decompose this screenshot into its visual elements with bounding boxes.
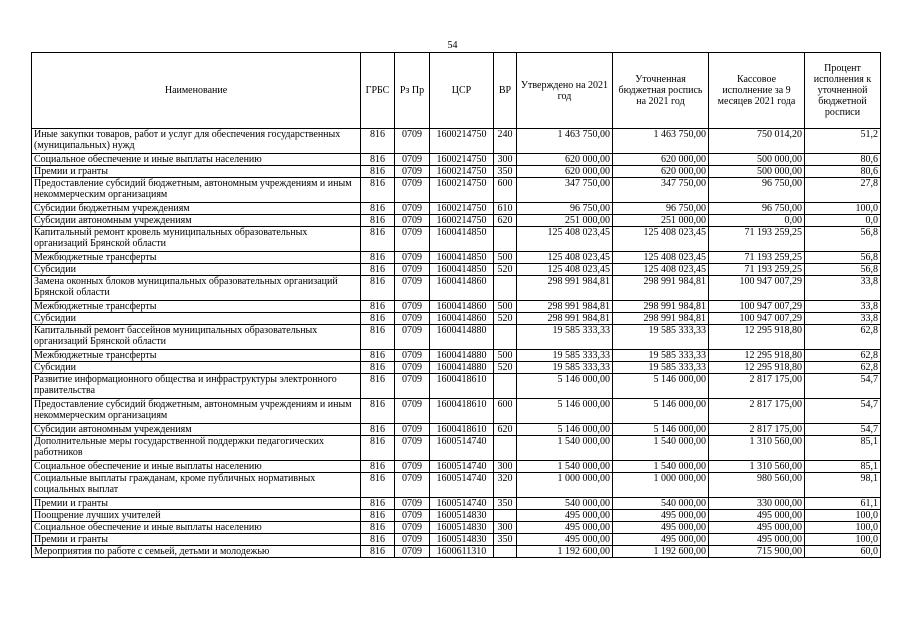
cell-name: Капитальный ремонт бассейнов муниципальных образовательных организаций Брянской области (32, 325, 361, 350)
cell-grbs: 816 (361, 325, 395, 350)
cell-grbs: 816 (361, 362, 395, 374)
cell-percent: 98,1 (805, 473, 881, 498)
cell-refined: 96 750,00 (613, 203, 709, 215)
cell-name: Социальное обеспечение и иные выплаты населению (32, 522, 361, 534)
cell-vr: 300 (494, 461, 517, 473)
cell-refined: 5 146 000,00 (613, 399, 709, 424)
cell-name: Субсидии (32, 313, 361, 325)
cell-percent: 51,2 (805, 129, 881, 154)
cell-csr: 1600414860 (430, 276, 494, 301)
cell-csr: 1600414880 (430, 362, 494, 374)
cell-refined: 1 463 750,00 (613, 129, 709, 154)
cell-percent: 80,6 (805, 154, 881, 166)
table-row (32, 313, 881, 325)
cell-grbs: 816 (361, 215, 395, 227)
cell-name: Предоставление субсидий бюджетным, автономным учреждениям и иным некоммерческим организациям (32, 178, 361, 203)
cell-approved: 19 585 333,33 (517, 325, 613, 350)
cell-refined: 540 000,00 (613, 498, 709, 510)
table-row (32, 510, 881, 522)
cell-grbs: 816 (361, 522, 395, 534)
table-row (32, 264, 881, 276)
cell-grbs: 816 (361, 498, 395, 510)
cell-approved: 5 146 000,00 (517, 424, 613, 436)
cell-percent: 85,1 (805, 436, 881, 461)
cell-name: Социальные выплаты гражданам, кроме публичных нормативных социальных выплат (32, 473, 361, 498)
cell-rzpr: 0709 (395, 264, 430, 276)
cell-csr: 1600214750 (430, 166, 494, 178)
cell-percent: 54,7 (805, 424, 881, 436)
cell-approved: 1 000 000,00 (517, 473, 613, 498)
table-row (32, 166, 881, 178)
cell-refined: 19 585 333,33 (613, 362, 709, 374)
cell-csr: 1600414850 (430, 252, 494, 264)
cell-rzpr: 0709 (395, 461, 430, 473)
cell-refined: 125 408 023,45 (613, 252, 709, 264)
cell-approved: 495 000,00 (517, 510, 613, 522)
table-row (32, 424, 881, 436)
cell-cash: 100 947 007,29 (709, 313, 805, 325)
header-approved: Утверждено на 2021 год (517, 53, 613, 129)
table-header (32, 53, 881, 129)
cell-csr: 1600414850 (430, 264, 494, 276)
cell-cash: 12 295 918,80 (709, 350, 805, 362)
cell-rzpr: 0709 (395, 215, 430, 227)
cell-vr: 610 (494, 203, 517, 215)
cell-percent: 60,0 (805, 546, 881, 558)
table-row (32, 461, 881, 473)
cell-cash: 2 817 175,00 (709, 424, 805, 436)
cell-approved: 540 000,00 (517, 498, 613, 510)
cell-percent: 0,0 (805, 215, 881, 227)
cell-vr: 520 (494, 313, 517, 325)
cell-refined: 5 146 000,00 (613, 374, 709, 399)
header-csr: ЦСР (430, 53, 494, 129)
table-row (32, 522, 881, 534)
table-row (32, 534, 881, 546)
cell-csr: 1600514740 (430, 473, 494, 498)
cell-rzpr: 0709 (395, 227, 430, 252)
cell-vr (494, 325, 517, 350)
cell-cash: 96 750,00 (709, 203, 805, 215)
cell-approved: 298 991 984,81 (517, 301, 613, 313)
cell-percent: 54,7 (805, 399, 881, 424)
cell-cash: 1 310 560,00 (709, 436, 805, 461)
cell-approved: 19 585 333,33 (517, 362, 613, 374)
cell-vr: 350 (494, 534, 517, 546)
cell-grbs: 816 (361, 399, 395, 424)
header-vr: ВР (494, 53, 517, 129)
cell-csr: 1600514830 (430, 534, 494, 546)
cell-rzpr: 0709 (395, 252, 430, 264)
table-row (32, 473, 881, 498)
cell-csr: 1600214750 (430, 154, 494, 166)
table-row (32, 301, 881, 313)
cell-rzpr: 0709 (395, 510, 430, 522)
cell-percent: 54,7 (805, 374, 881, 399)
cell-vr: 520 (494, 264, 517, 276)
cell-csr: 1600418610 (430, 374, 494, 399)
cell-cash: 330 000,00 (709, 498, 805, 510)
cell-name: Субсидии бюджетным учреждениям (32, 203, 361, 215)
cell-vr: 320 (494, 473, 517, 498)
cell-name: Субсидии автономным учреждениям (32, 424, 361, 436)
table-row (32, 227, 881, 252)
cell-cash: 100 947 007,29 (709, 276, 805, 301)
cell-percent: 33,8 (805, 301, 881, 313)
cell-grbs: 816 (361, 252, 395, 264)
table-row (32, 362, 881, 374)
cell-grbs: 816 (361, 461, 395, 473)
cell-grbs: 816 (361, 301, 395, 313)
cell-rzpr: 0709 (395, 362, 430, 374)
page-number: 54 (447, 40, 458, 51)
cell-approved: 1 463 750,00 (517, 129, 613, 154)
cell-grbs: 816 (361, 350, 395, 362)
cell-vr (494, 374, 517, 399)
header-rzpr: Рз Пр (395, 53, 430, 129)
cell-approved: 298 991 984,81 (517, 313, 613, 325)
cell-refined: 347 750,00 (613, 178, 709, 203)
cell-rzpr: 0709 (395, 313, 430, 325)
cell-rzpr: 0709 (395, 534, 430, 546)
cell-grbs: 816 (361, 313, 395, 325)
cell-rzpr: 0709 (395, 436, 430, 461)
cell-csr: 1600514830 (430, 522, 494, 534)
cell-name: Развитие информационного общества и инфраструктуры электронного правительства (32, 374, 361, 399)
cell-refined: 495 000,00 (613, 534, 709, 546)
cell-cash: 96 750,00 (709, 178, 805, 203)
cell-vr (494, 276, 517, 301)
cell-percent: 100,0 (805, 534, 881, 546)
cell-cash: 495 000,00 (709, 522, 805, 534)
cell-rzpr: 0709 (395, 325, 430, 350)
cell-vr: 520 (494, 362, 517, 374)
cell-name: Иные закупки товаров, работ и услуг для обеспечения государственных (муниципальных) нужд (32, 129, 361, 154)
cell-name: Премии и гранты (32, 166, 361, 178)
cell-csr: 1600214750 (430, 215, 494, 227)
cell-refined: 125 408 023,45 (613, 227, 709, 252)
cell-vr (494, 227, 517, 252)
cell-approved: 495 000,00 (517, 534, 613, 546)
table-row (32, 546, 881, 558)
cell-percent: 33,8 (805, 276, 881, 301)
cell-rzpr: 0709 (395, 178, 430, 203)
cell-vr: 350 (494, 498, 517, 510)
cell-cash: 12 295 918,80 (709, 362, 805, 374)
cell-csr: 1600414860 (430, 313, 494, 325)
cell-csr: 1600514740 (430, 436, 494, 461)
cell-vr (494, 510, 517, 522)
table-row (32, 399, 881, 424)
cell-csr: 1600418610 (430, 424, 494, 436)
cell-vr: 350 (494, 166, 517, 178)
cell-percent: 56,8 (805, 252, 881, 264)
cell-vr: 600 (494, 399, 517, 424)
cell-csr: 1600514740 (430, 498, 494, 510)
cell-approved: 125 408 023,45 (517, 264, 613, 276)
cell-rzpr: 0709 (395, 424, 430, 436)
cell-approved: 620 000,00 (517, 154, 613, 166)
cell-percent: 100,0 (805, 522, 881, 534)
cell-grbs: 816 (361, 166, 395, 178)
cell-approved: 495 000,00 (517, 522, 613, 534)
cell-grbs: 816 (361, 424, 395, 436)
cell-percent: 33,8 (805, 313, 881, 325)
cell-cash: 495 000,00 (709, 534, 805, 546)
cell-cash: 495 000,00 (709, 510, 805, 522)
header-grbs: ГРБС (361, 53, 395, 129)
table-row (32, 374, 881, 399)
cell-percent: 100,0 (805, 510, 881, 522)
cell-grbs: 816 (361, 154, 395, 166)
cell-percent: 62,8 (805, 362, 881, 374)
cell-percent: 61,1 (805, 498, 881, 510)
cell-refined: 620 000,00 (613, 154, 709, 166)
cell-rzpr: 0709 (395, 203, 430, 215)
cell-approved: 19 585 333,33 (517, 350, 613, 362)
table-row (32, 252, 881, 264)
cell-name: Субсидии (32, 362, 361, 374)
cell-rzpr: 0709 (395, 301, 430, 313)
cell-cash: 71 193 259,25 (709, 264, 805, 276)
cell-cash: 1 310 560,00 (709, 461, 805, 473)
cell-refined: 5 146 000,00 (613, 424, 709, 436)
cell-rzpr: 0709 (395, 498, 430, 510)
cell-refined: 620 000,00 (613, 166, 709, 178)
cell-grbs: 816 (361, 227, 395, 252)
cell-rzpr: 0709 (395, 350, 430, 362)
cell-vr: 300 (494, 154, 517, 166)
cell-csr: 1600514740 (430, 461, 494, 473)
header-row (32, 53, 881, 129)
cell-vr: 600 (494, 178, 517, 203)
cell-csr: 1600514830 (430, 510, 494, 522)
cell-refined: 1 000 000,00 (613, 473, 709, 498)
header-cash: Кассовое исполнение за 9 месяцев 2021 года (709, 53, 805, 129)
table-row (32, 129, 881, 154)
table-row (32, 215, 881, 227)
cell-approved: 125 408 023,45 (517, 252, 613, 264)
cell-name: Замена оконных блоков муниципальных образовательных организаций Брянской области (32, 276, 361, 301)
cell-name: Премии и гранты (32, 534, 361, 546)
table-row (32, 436, 881, 461)
cell-grbs: 816 (361, 546, 395, 558)
cell-grbs: 816 (361, 178, 395, 203)
cell-refined: 1 540 000,00 (613, 436, 709, 461)
cell-approved: 5 146 000,00 (517, 374, 613, 399)
cell-refined: 1 192 600,00 (613, 546, 709, 558)
cell-name: Капитальный ремонт кровель муниципальных образовательных организаций Брянской области (32, 227, 361, 252)
cell-name: Социальное обеспечение и иные выплаты населению (32, 461, 361, 473)
table-row (32, 498, 881, 510)
cell-percent: 80,6 (805, 166, 881, 178)
cell-vr: 620 (494, 215, 517, 227)
cell-approved: 620 000,00 (517, 166, 613, 178)
cell-name: Межбюджетные трансферты (32, 350, 361, 362)
cell-approved: 1 540 000,00 (517, 461, 613, 473)
cell-csr: 1600414850 (430, 227, 494, 252)
cell-refined: 125 408 023,45 (613, 264, 709, 276)
cell-vr: 620 (494, 424, 517, 436)
cell-rzpr: 0709 (395, 166, 430, 178)
cell-rzpr: 0709 (395, 154, 430, 166)
cell-csr: 1600214750 (430, 203, 494, 215)
cell-refined: 19 585 333,33 (613, 350, 709, 362)
cell-grbs: 816 (361, 473, 395, 498)
cell-grbs: 816 (361, 203, 395, 215)
cell-percent: 62,8 (805, 325, 881, 350)
cell-vr: 500 (494, 301, 517, 313)
cell-csr: 1600214750 (430, 129, 494, 154)
table-row (32, 203, 881, 215)
cell-csr: 1600418610 (430, 399, 494, 424)
cell-name: Поощрение лучших учителей (32, 510, 361, 522)
cell-cash: 500 000,00 (709, 166, 805, 178)
table-row (32, 276, 881, 301)
cell-name: Предоставление субсидий бюджетным, автономным учреждениям и иным некоммерческим организациям (32, 399, 361, 424)
table-row (32, 350, 881, 362)
header-refined: Уточненная бюджетная роспись на 2021 год (613, 53, 709, 129)
cell-refined: 298 991 984,81 (613, 301, 709, 313)
cell-vr: 300 (494, 522, 517, 534)
cell-refined: 298 991 984,81 (613, 313, 709, 325)
table-row (32, 178, 881, 203)
cell-csr: 1600414860 (430, 301, 494, 313)
cell-vr: 240 (494, 129, 517, 154)
cell-approved: 347 750,00 (517, 178, 613, 203)
cell-name: Дополнительные меры государственной поддержки педагогических работников (32, 436, 361, 461)
cell-csr: 1600414880 (430, 325, 494, 350)
cell-approved: 1 192 600,00 (517, 546, 613, 558)
cell-refined: 298 991 984,81 (613, 276, 709, 301)
cell-name: Межбюджетные трансферты (32, 252, 361, 264)
cell-approved: 96 750,00 (517, 203, 613, 215)
cell-grbs: 816 (361, 276, 395, 301)
cell-name: Мероприятия по работе с семьей, детьми и молодежью (32, 546, 361, 558)
cell-csr: 1600214750 (430, 178, 494, 203)
cell-approved: 251 000,00 (517, 215, 613, 227)
cell-percent: 56,8 (805, 264, 881, 276)
cell-csr: 1600611310 (430, 546, 494, 558)
table-row (32, 154, 881, 166)
cell-approved: 125 408 023,45 (517, 227, 613, 252)
cell-approved: 5 146 000,00 (517, 399, 613, 424)
cell-approved: 298 991 984,81 (517, 276, 613, 301)
cell-approved: 1 540 000,00 (517, 436, 613, 461)
cell-rzpr: 0709 (395, 374, 430, 399)
cell-rzpr: 0709 (395, 473, 430, 498)
cell-vr: 500 (494, 350, 517, 362)
cell-cash: 2 817 175,00 (709, 374, 805, 399)
cell-rzpr: 0709 (395, 546, 430, 558)
cell-percent: 56,8 (805, 227, 881, 252)
cell-percent: 62,8 (805, 350, 881, 362)
header-percent: Процент исполнения к уточненной бюджетной росписи (805, 53, 881, 129)
cell-percent: 27,8 (805, 178, 881, 203)
cell-refined: 495 000,00 (613, 510, 709, 522)
cell-refined: 251 000,00 (613, 215, 709, 227)
header-name: Наименование (32, 53, 361, 129)
cell-rzpr: 0709 (395, 276, 430, 301)
table-body (32, 129, 881, 558)
cell-cash: 750 014,20 (709, 129, 805, 154)
cell-rzpr: 0709 (395, 522, 430, 534)
cell-name: Субсидии автономным учреждениям (32, 215, 361, 227)
cell-cash: 71 193 259,25 (709, 227, 805, 252)
cell-cash: 0,00 (709, 215, 805, 227)
cell-grbs: 816 (361, 534, 395, 546)
cell-refined: 495 000,00 (613, 522, 709, 534)
cell-name: Субсидии (32, 264, 361, 276)
cell-name: Социальное обеспечение и иные выплаты населению (32, 154, 361, 166)
cell-cash: 715 900,00 (709, 546, 805, 558)
cell-cash: 980 560,00 (709, 473, 805, 498)
cell-vr (494, 436, 517, 461)
budget-execution-table (31, 52, 881, 558)
cell-cash: 2 817 175,00 (709, 399, 805, 424)
cell-grbs: 816 (361, 510, 395, 522)
cell-rzpr: 0709 (395, 399, 430, 424)
cell-cash: 71 193 259,25 (709, 252, 805, 264)
cell-csr: 1600414880 (430, 350, 494, 362)
cell-grbs: 816 (361, 436, 395, 461)
cell-grbs: 816 (361, 264, 395, 276)
cell-cash: 12 295 918,80 (709, 325, 805, 350)
cell-grbs: 816 (361, 129, 395, 154)
cell-percent: 85,1 (805, 461, 881, 473)
cell-cash: 500 000,00 (709, 154, 805, 166)
cell-refined: 19 585 333,33 (613, 325, 709, 350)
cell-cash: 100 947 007,29 (709, 301, 805, 313)
cell-grbs: 816 (361, 374, 395, 399)
cell-rzpr: 0709 (395, 129, 430, 154)
cell-vr (494, 546, 517, 558)
cell-vr: 500 (494, 252, 517, 264)
cell-refined: 1 540 000,00 (613, 461, 709, 473)
table-row (32, 325, 881, 350)
cell-name: Межбюджетные трансферты (32, 301, 361, 313)
cell-percent: 100,0 (805, 203, 881, 215)
cell-name: Премии и гранты (32, 498, 361, 510)
